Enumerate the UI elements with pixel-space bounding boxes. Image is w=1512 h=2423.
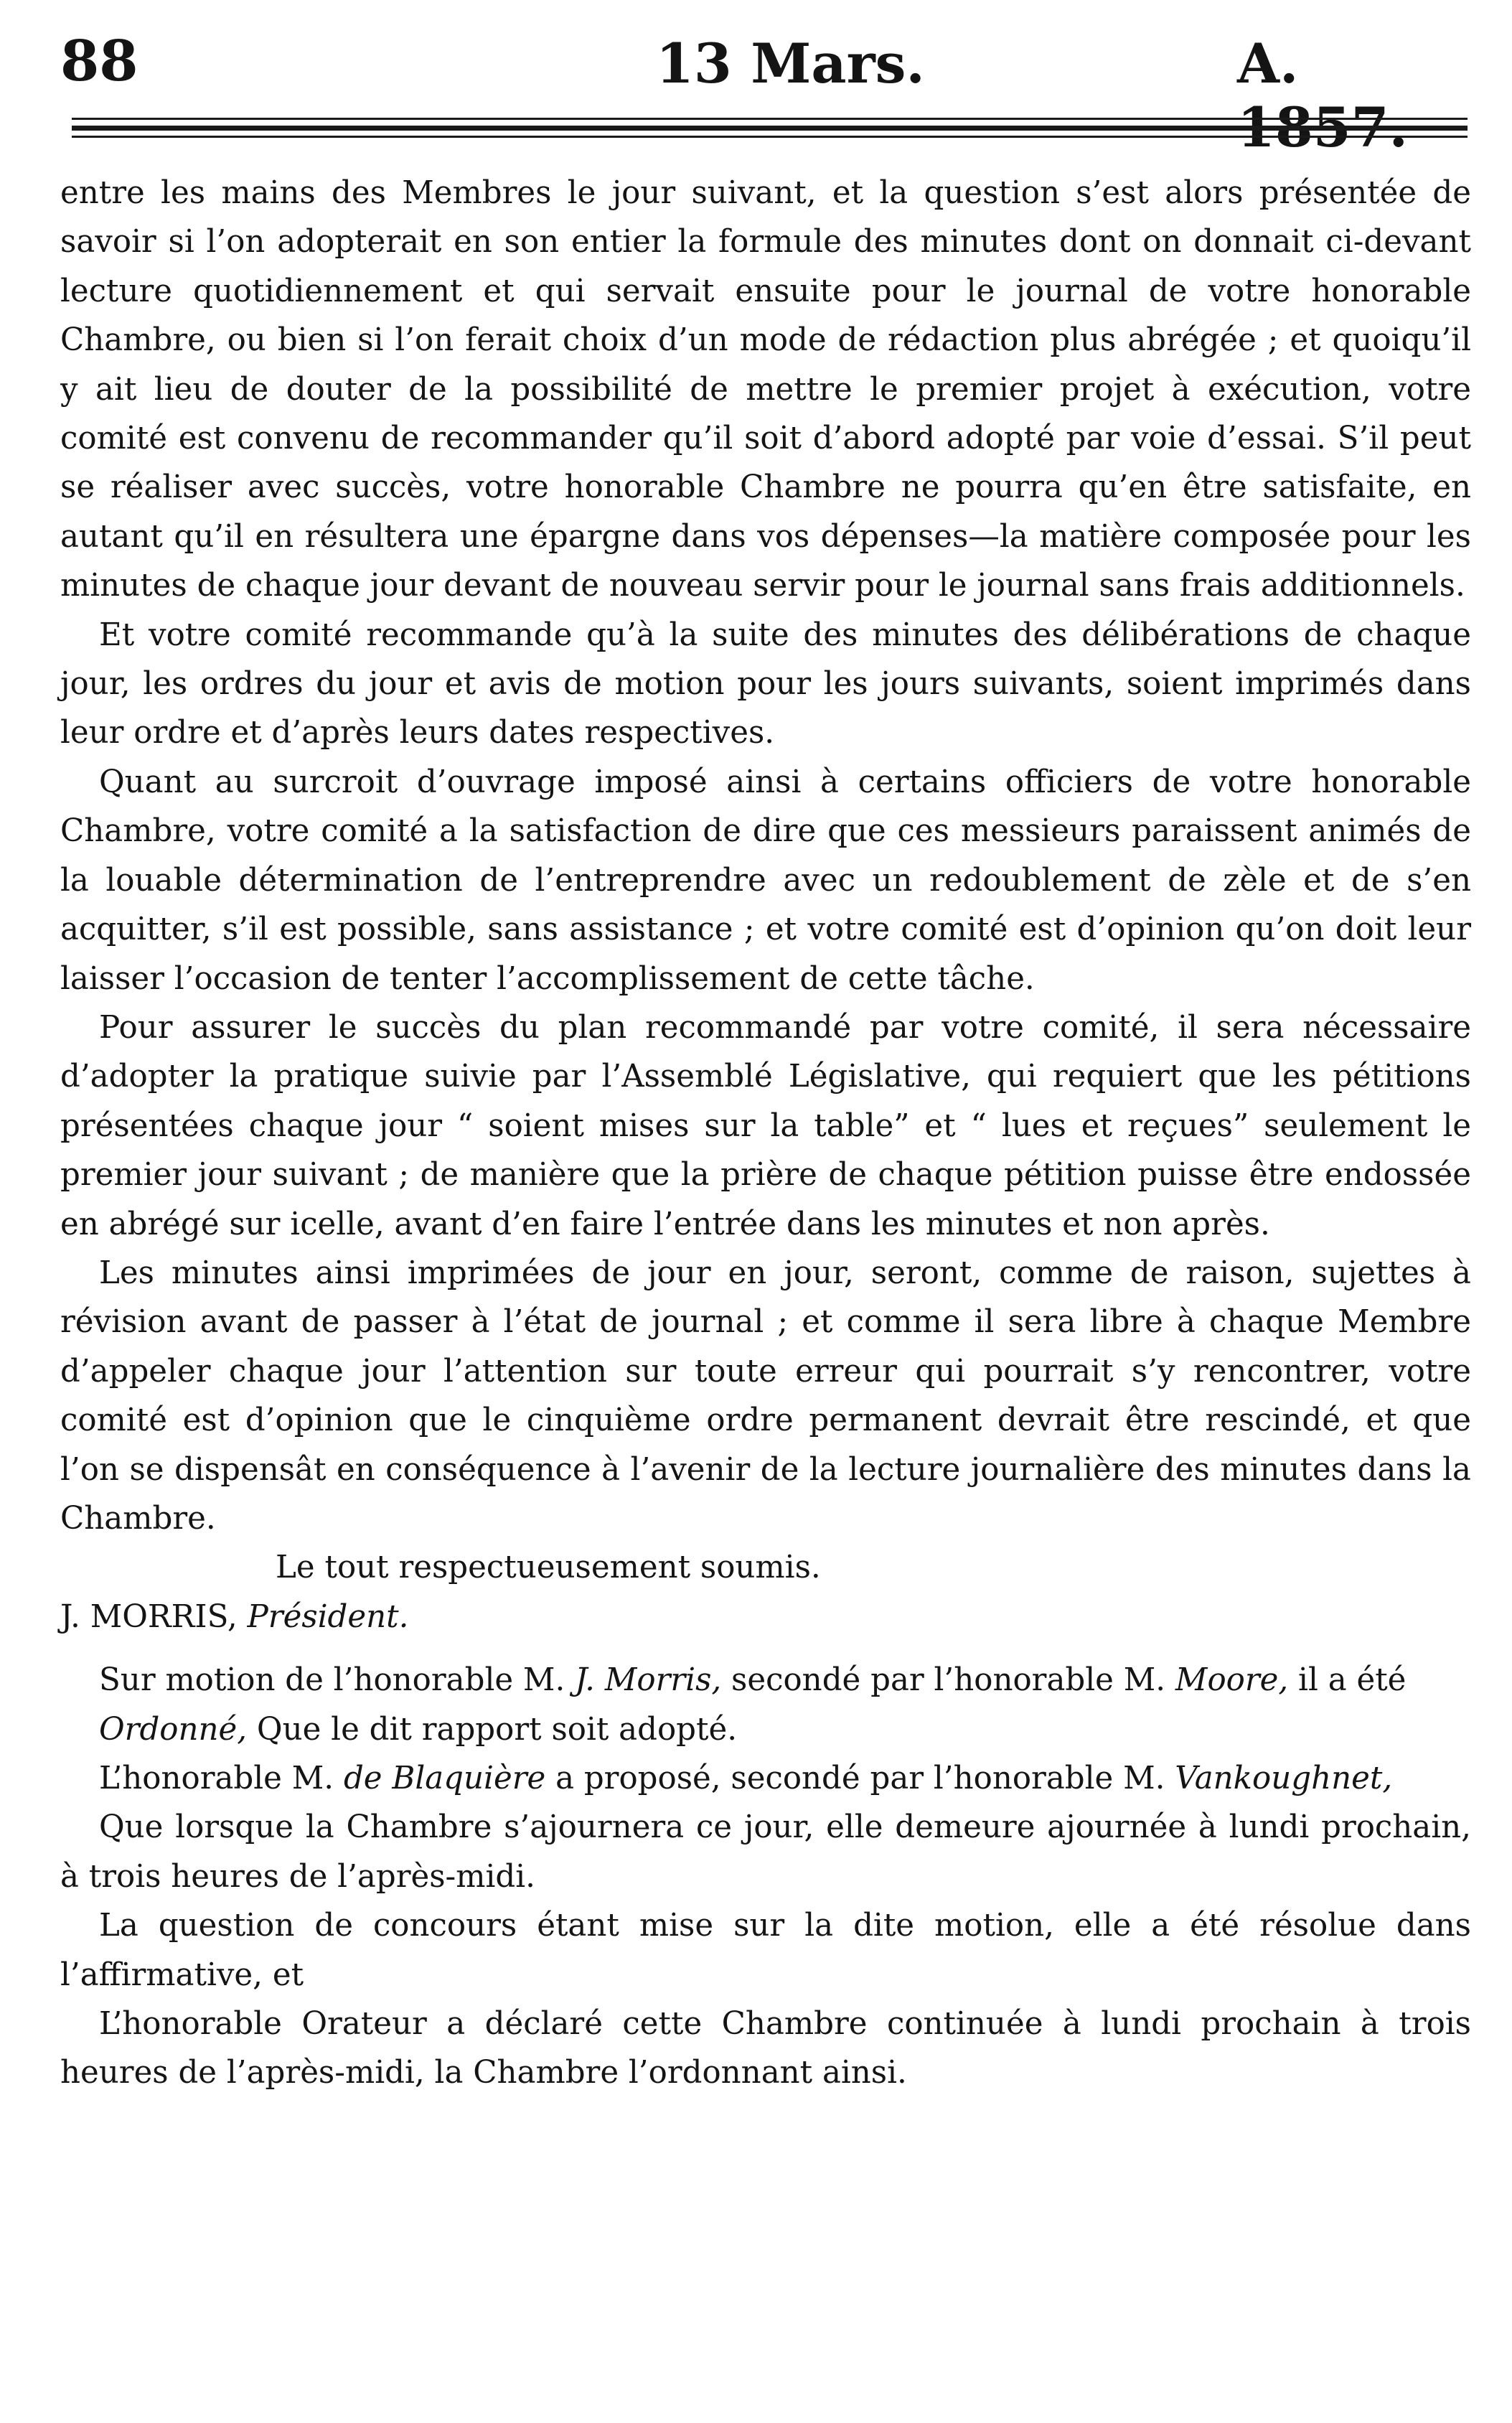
- report-signoff: Le tout respectueusement soumis.: [276, 1550, 821, 1586]
- report-paragraph-4: Pour assurer le succès du plan recommandé par votre comité, il sera nécessaire d’adopter la pratique suivie par l’Assemblé Législative, qui requiert que les pétitions présentées chaque jour “ soient mises sur la table” et “ lues et reçues” seulement le premier jour suivant ; de manière que la prière de chaque pétition puisse être endossée en abrégé sur icelle, avant d’en faire l’entrée dans les minutes et non après.: [60, 1009, 1471, 1242]
- report-paragraph-2: Et votre comité recommande qu’à la suite des minutes des délibérations de chaque jour, les ordres du jour et avis de motion pour les jours suivants, soient imprimés dans leur ordre et d’après leurs dates respectives.: [60, 617, 1471, 751]
- page-header: [60, 22, 1469, 100]
- motion-text: L’honorable M.: [99, 1761, 344, 1796]
- signature-title: Président.: [247, 1598, 409, 1635]
- document-body: [60, 169, 1471, 2098]
- adjournment-resolution: Que lorsque la Chambre s’ajournera ce jour, elle demeure ajournée à lundi prochain, à trois heures de l’après-midi.: [60, 1809, 1471, 1895]
- report-paragraph-1: entre les mains des Membres le jour suivant, et la question s’est alors présentée de savoir si l’on adopterait en son entier la formule des minutes dont on donnait ci-devant lecture quotidiennement et qui servait ensuite pour le journal de votre honorable Chambre, ou bien si l’on ferait choix d’un mode de rédaction plus abrégée ; et quoiqu’il y ait lieu de douter de la possibilité de mettre le premier projet à exécution, votre comité est convenu de recommander qu’il soit d’abord adopté par voie d’essai. S’il peut se réaliser avec succès, votre honorable Chambre ne pourra qu’en être satisfaite, en autant qu’il en résultera une épargne dans vos dépenses—la matière composée pour les minutes de chaque jour devant de nouveau servir pour le journal sans frais additionnels.: [60, 175, 1471, 604]
- mover-name: J. Morris,: [575, 1662, 722, 1699]
- page-number: 88: [60, 29, 138, 94]
- motion-text: il a été: [1288, 1662, 1407, 1699]
- header-year: A.: [1237, 32, 1299, 95]
- header-date: 13 Mars.: [656, 32, 925, 95]
- report-paragraph-5: Les minutes ainsi imprimées de jour en jour, seront, comme de raison, sujettes à révision avant de passer à l’état de journal ; et comme il sera libre à chaque Membre d’appeler chaque jour l’attention sur toute erreur qui pourrait s’y rencontrer, votre comité est d’opinion que le cinquième ordre permanent devrait être rescindé, et que l’on se dispensât en conséquence à l’avenir de la lecture journalière des minutes dans la Chambre.: [60, 1255, 1471, 1537]
- section-spacer: [60, 1647, 1471, 1656]
- motion-adoption: [60, 1656, 1471, 1705]
- motion-text: Sur motion de l’honorable M.: [99, 1662, 576, 1699]
- report-signature: [60, 1593, 1471, 1641]
- motion-adjournment: [60, 1754, 1471, 1803]
- motion-text: a proposé, secondé par l’honorable M.: [545, 1761, 1175, 1796]
- order-adopted: [60, 1705, 1471, 1754]
- speaker-declaration: L’honorable Orateur a déclaré cette Chambre continuée à lundi prochain à trois heures de l’après-midi, la Chambre l’ordonnant ainsi.: [60, 2006, 1471, 2091]
- seconder-name: Moore,: [1175, 1662, 1289, 1699]
- seconder-name: Vankoughnet,: [1175, 1761, 1393, 1796]
- order-text: Que le dit rapport soit adopté.: [247, 1711, 738, 1748]
- header-rule-top: [72, 118, 1468, 120]
- ordered-word: Ordonné,: [99, 1711, 248, 1748]
- report-paragraph-3: Quant au surcroit d’ouvrage imposé ainsi à certains officiers de votre honorable Chambre, votre comité a la satisfaction de dire que ces messieurs paraissent animés de la louable détermination de l’entreprendre avec un redoublement de zèle et de s’en acquitter, s’il est possible, sans assistance ; et votre comité est d’opinion qu’on doit leur laisser l’occasion de tenter l’accomplissement de cette tâche.: [60, 764, 1471, 997]
- mover-name: de Blaquière: [343, 1761, 546, 1796]
- concurrence-question: La question de concours étant mise sur la dite motion, elle a été résolue dans l’affirmative, et: [60, 1908, 1471, 1993]
- motion-text: secondé par l’honorable M.: [721, 1662, 1175, 1699]
- header-rule-bottom: [72, 136, 1468, 138]
- signature-name: J. MORRIS,: [60, 1598, 248, 1635]
- header-rule-middle: [72, 126, 1468, 131]
